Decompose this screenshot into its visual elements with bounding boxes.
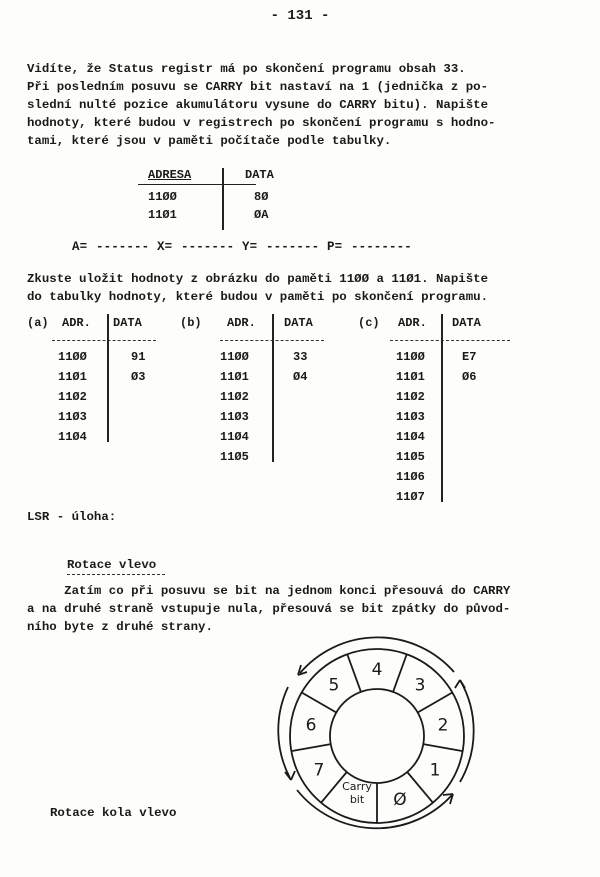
segment-label: 4 (371, 660, 383, 680)
table-column-divider (107, 314, 109, 442)
register-label: Y= (242, 240, 258, 254)
page-number: - 131 - (270, 8, 330, 24)
table-header-address: ADR. (62, 316, 91, 330)
table-label: (c) (358, 316, 380, 330)
wheel-spoke (291, 744, 330, 751)
table-column-divider (441, 314, 443, 502)
table-divider (390, 340, 510, 341)
rotation-arrow-right (460, 680, 474, 782)
table-cell-address[interactable]: 11Ø3 (220, 410, 249, 424)
register-blank[interactable]: ------- (181, 240, 235, 254)
table-cell-address[interactable]: 11Ø4 (58, 430, 87, 444)
arrowhead-icon (455, 680, 465, 688)
register-blank[interactable]: ------- (96, 240, 150, 254)
rotation-arrow-left (278, 687, 290, 778)
table-header-address: ADR. (227, 316, 256, 330)
table-cell-data[interactable]: Ø4 (293, 370, 308, 384)
table-cell-address[interactable]: 11ØØ (220, 350, 249, 364)
table-column-divider (272, 314, 274, 462)
table-divider (138, 184, 256, 185)
segment-label: Ø (393, 789, 407, 810)
text-line: tami, které jsou v paměti počítače podle tabulky. (27, 134, 392, 148)
table-cell-data[interactable]: 33 (293, 350, 308, 364)
wheel-spoke (393, 654, 407, 692)
table-cell-address[interactable]: 11Ø1 (396, 370, 425, 384)
lsr-heading: LSR - úloha: (27, 510, 117, 524)
text-line: do tabulky hodnoty, které budou v paměti po skončení programu. (27, 290, 489, 304)
table-cell-address[interactable]: 11Ø1 (220, 370, 249, 384)
table-cell-address[interactable]: 11Ø4 (220, 430, 249, 444)
table-cell-address[interactable]: 11Ø3 (58, 410, 87, 424)
table-cell-data[interactable]: Ø6 (462, 370, 477, 384)
register-label: A= (72, 240, 88, 254)
diagram-caption: Rotace kola vlevo (50, 806, 177, 820)
table-cell-address[interactable]: 11Ø2 (396, 390, 425, 404)
text-line: hodnoty, které budou v registrech po skončení programu s hodno- (27, 116, 496, 130)
table-cell-data: ØA (254, 208, 269, 222)
section-title-underline (67, 574, 165, 575)
table-header-data: DATA (284, 316, 313, 330)
table-cell-address[interactable]: 11Ø5 (220, 450, 249, 464)
section-title: Rotace vlevo (67, 558, 157, 572)
table-cell-address[interactable]: 11Ø7 (396, 490, 425, 504)
table-cell-address[interactable]: 11Ø5 (396, 450, 425, 464)
rotation-wheel-diagram (260, 630, 500, 870)
text-line: slední nulté pozice akumulátoru vysune do CARRY bitu). Napište (27, 98, 489, 112)
table-cell-address[interactable]: 11Ø2 (58, 390, 87, 404)
table-cell-address[interactable]: 11Ø2 (220, 390, 249, 404)
text-line: Zatím co při posuvu se bit na jednom konci přesouvá do CARRY (27, 584, 511, 598)
table-header-data: DATA (113, 316, 142, 330)
table-cell-address[interactable]: 11ØØ (58, 350, 87, 364)
table-header-address: ADRESA (148, 168, 192, 182)
table-header-address: ADR. (398, 316, 427, 330)
text-line: Vidíte, že Status registr má po skončení programu obsah 33. (27, 62, 466, 76)
segment-label-carry: bit (349, 793, 365, 806)
table-cell-address: 11Ø1 (148, 208, 177, 222)
table-cell-address[interactable]: 11Ø3 (396, 410, 425, 424)
table-cell-data: 8Ø (254, 190, 269, 204)
table-header-data: DATA (452, 316, 481, 330)
table-divider (52, 340, 156, 341)
text-line: Při posledním posuvu se CARRY bit nastaví na 1 (jednička z po- (27, 80, 489, 94)
table-header-data: DATA (245, 168, 274, 182)
table-cell-data[interactable]: Ø3 (131, 370, 146, 384)
segment-label-carry: Carry (342, 780, 372, 793)
table-label: (b) (180, 316, 202, 330)
segment-label: 5 (328, 675, 340, 696)
table-cell-address[interactable]: 11Ø1 (58, 370, 87, 384)
segment-label: 6 (305, 715, 317, 736)
table-cell-data[interactable]: 91 (131, 350, 146, 364)
table-label: (a) (27, 316, 49, 330)
segment-label: 7 (313, 760, 325, 781)
segment-label: 2 (437, 715, 449, 736)
segment-label: 3 (414, 675, 426, 696)
table-cell-data[interactable]: E7 (462, 350, 477, 364)
wheel-spoke (347, 654, 361, 692)
table-cell-address[interactable]: 11ØØ (396, 350, 425, 364)
register-blank[interactable]: ------- (266, 240, 320, 254)
table-column-divider (222, 168, 224, 230)
register-blank[interactable]: -------- (351, 240, 412, 254)
wheel-spoke (423, 744, 462, 751)
text-line: Zkuste uložit hodnoty z obrázku do paměti 11ØØ a 11Ø1. Napište (27, 272, 489, 286)
table-cell-address[interactable]: 11Ø6 (396, 470, 425, 484)
register-label: X= (157, 240, 173, 254)
text-line: ního byte z druhé strany. (27, 620, 213, 634)
register-label: P= (327, 240, 343, 254)
segment-label: 1 (429, 760, 441, 781)
table-cell-address[interactable]: 11Ø4 (396, 430, 425, 444)
text-line: a na druhé straně vstupuje nula, přesouvá se bit zpátky do původ- (27, 602, 511, 616)
inner-circle (330, 689, 424, 783)
table-cell-address: 11ØØ (148, 190, 177, 204)
